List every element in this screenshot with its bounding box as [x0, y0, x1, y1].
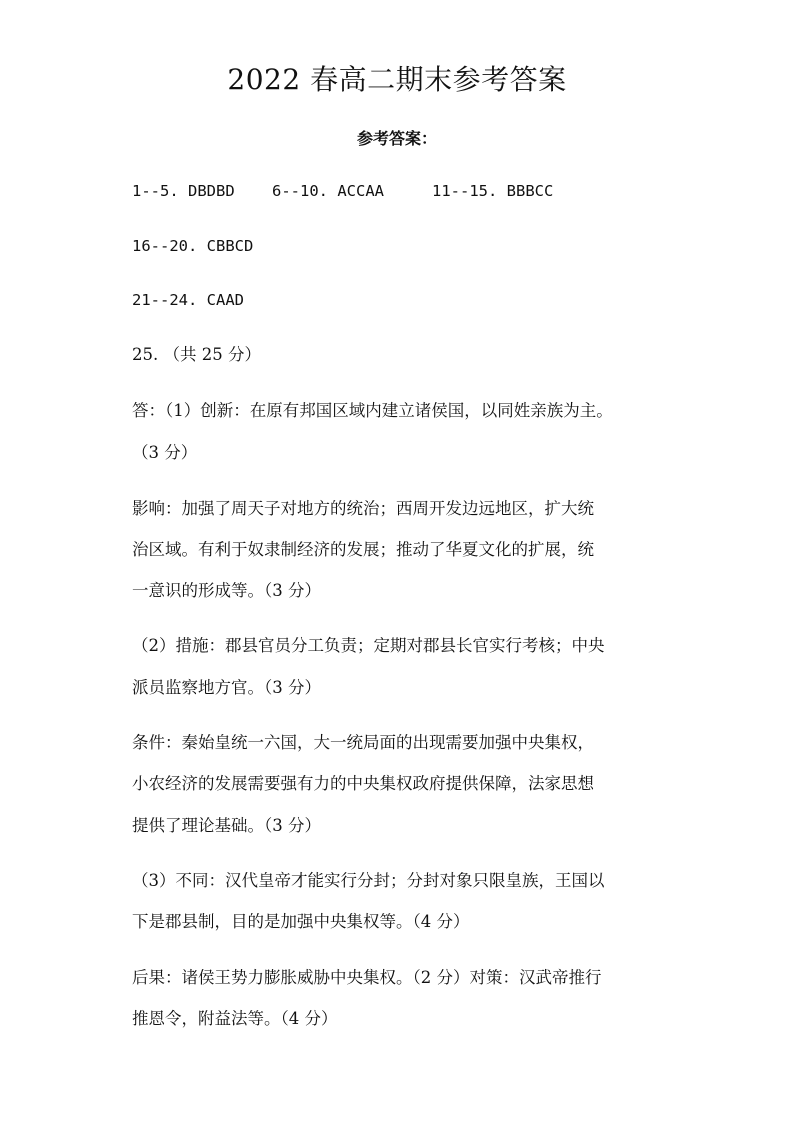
- answer-line: 影响：加强了周天子对地方的统治；西周开发边远地区，扩大统: [132, 499, 594, 518]
- answer-line: 治区域。有利于奴隶制经济的发展；推动了华夏文化的扩展，统: [132, 540, 594, 559]
- answer-line: （3 分）: [132, 443, 198, 462]
- page-title: 2022 春高二期末参考答案: [227, 63, 567, 96]
- mc-answers-row-2: 16--20. CBBCD: [132, 237, 254, 255]
- mc-group-1-5: 1--5. DBDBD: [132, 182, 235, 200]
- answer-line: 后果：诸侯王势力膨胀威胁中央集权。（2 分）对策：汉武帝推行: [132, 968, 602, 987]
- answer-line: 一意识的形成等。（3 分）: [132, 581, 321, 600]
- answer-line: 答：（1）创新：在原有邦国区域内建立诸侯国，以同姓亲族为主。: [132, 401, 613, 420]
- answer-line: 派员监察地方官。（3 分）: [132, 678, 321, 697]
- answer-line: （2）措施：郡县官员分工负责；定期对郡县长官实行考核；中央: [132, 636, 605, 655]
- answer-line: 推恩令，附益法等。（4 分）: [132, 1009, 338, 1028]
- mc-answers-row-3: 21--24. CAAD: [132, 291, 244, 309]
- question-25-header: 25. （共 25 分）: [132, 345, 261, 364]
- answer-line: 条件：秦始皇统一六国，大一统局面的出现需要加强中央集权，: [132, 733, 594, 752]
- mc-group-11-15: 11--15. BBBCC: [432, 182, 554, 200]
- page-subtitle: 参考答案：: [356, 129, 437, 148]
- mc-group-6-10: 6--10. ACCAA: [272, 182, 384, 200]
- answer-line: 下是郡县制，目的是加强中央集权等。（4 分）: [132, 912, 470, 931]
- answer-line: 小农经济的发展需要强有力的中央集权政府提供保障，法家思想: [132, 774, 594, 793]
- answer-line: 提供了理论基础。（3 分）: [132, 816, 321, 835]
- mc-answers-row-1: [132, 180, 553, 202]
- answer-line: （3）不同：汉代皇帝才能实行分封；分封对象只限皇族，王国以: [132, 871, 605, 890]
